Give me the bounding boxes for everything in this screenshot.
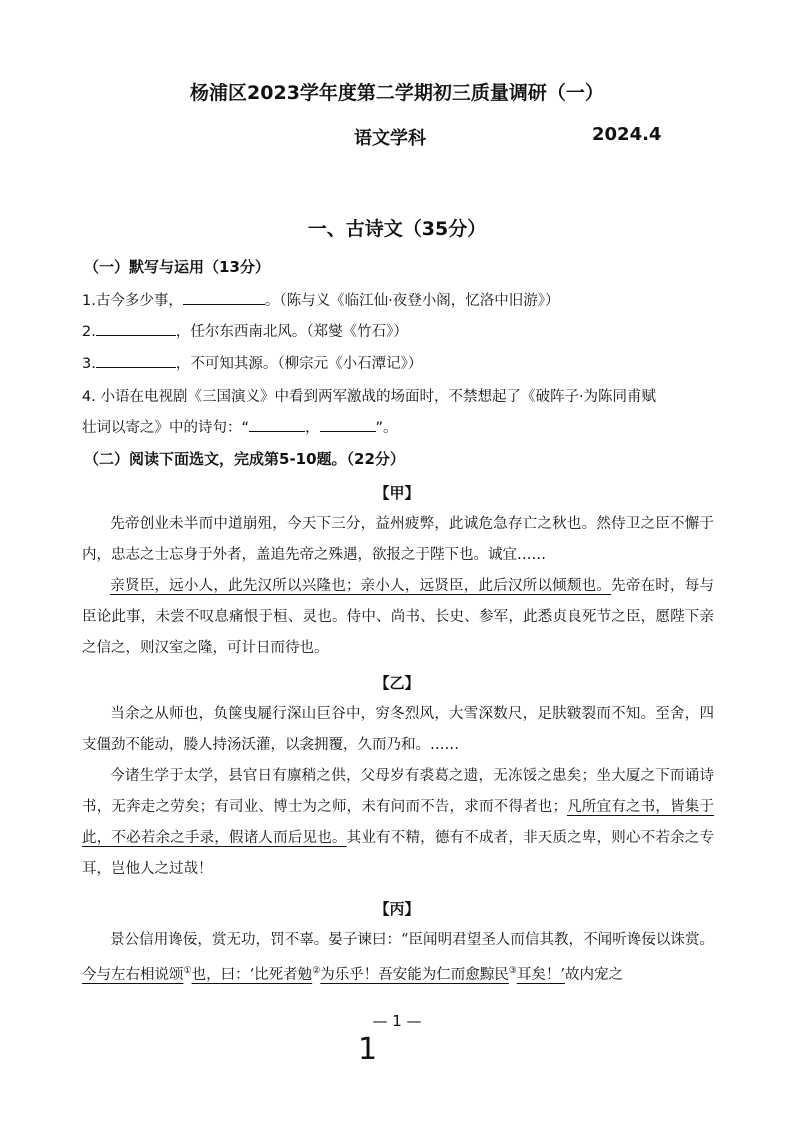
yi-p2-text-b: 其业有不精，德有不成者，非天质之卑，则心不若余之专耳，岂他人之过哉！	[82, 830, 715, 877]
jia-p1-text: 先帝创业未半而中道崩殂，今天下三分，益州疲弊，此诚危急存亡之秋也。然侍卫之臣不懈于内，忠志之士忘身于外者，盖追先帝之殊遇，欲报之于陛下也。诚宜……	[82, 516, 714, 563]
q2-blank[interactable]	[96, 321, 176, 336]
passage-yi-label: 【乙】	[374, 674, 420, 692]
q4-mid: ，	[305, 420, 320, 436]
q2-prefix: 2.	[82, 324, 96, 340]
passage-bing-label: 【丙】	[374, 900, 420, 918]
bing-underlined-2: 也，曰：‘比死者勉	[191, 966, 313, 983]
part2-heading: （二）阅读下面选文，完成第5-10题。（22分）	[84, 450, 405, 468]
footnote-mark-3: ③	[508, 966, 517, 976]
section-title: 一、古诗文（35分）	[307, 218, 487, 240]
passage-jia-paragraph-2	[82, 571, 714, 664]
question-4-line2	[82, 416, 398, 437]
bing-underlined-1: 今与左右相说颂	[82, 966, 184, 983]
question-1	[82, 289, 559, 310]
q3-prefix: 3.	[82, 356, 96, 372]
question-4-line1: 4. 小语在电视剧《三国演义》中看到两军激战的场面时，不禁想起了《破阵子·为陈同甫赋	[82, 389, 657, 405]
bing-p1-rest: 故内宠之	[564, 966, 623, 983]
q2-suffix: ，任尔东西南北风。（郑燮《竹石》）	[175, 324, 408, 340]
q4-blank-2[interactable]	[320, 417, 376, 432]
q3-blank[interactable]	[96, 353, 176, 368]
yi-underlined-sentence: 凡所宜有之书，皆集于此，不必若余之手录，假诸人而后见也。	[82, 799, 715, 846]
bing-underlined-4: 耳矣！’	[516, 966, 565, 983]
question-3	[82, 352, 422, 373]
footnote-mark-1: ①	[183, 966, 192, 976]
jia-p2-text: 先帝在时，每与臣论此事，未尝不叹息痛恨于桓、灵也。侍中、尚书、长史、参军，此悉贞良死节之臣，愿陛下亲之信之，则汉室之隆，可计日而待也。	[82, 578, 714, 656]
q4-blank-1[interactable]	[249, 417, 305, 432]
part1-heading: （一）默写与运用（13分）	[84, 258, 270, 276]
yi-p2-text-a: 今诸生学于太学，县官日有廪稍之供，父母岁有裘葛之遗，无冻馁之患矣；坐大厦之下而诵诗书，无奔走之劳矣；有司业、博士为之师，未有问而不告，求而不得者也；	[82, 768, 714, 815]
yi-p1-text: 当余之从师也，负箧曳屣行深山巨谷中，穷冬烈风，大雪深数尺，足肤皲裂而不知。至舍，四支僵劲不能动，媵人持汤沃灌，以衾拥覆，久而乃和。……	[82, 706, 714, 753]
exam-title: 杨浦区2023学年度第二学期初三质量调研（一）	[190, 82, 604, 104]
bing-p1-text: 景公信用谗佞，赏无功，罚不辜。晏子谏曰：“臣闻明君望圣人而信其教，不闻听谗佞以诛赏。	[110, 932, 714, 948]
passage-bing-paragraph-1	[82, 925, 714, 991]
bing-underlined-3: 为乐乎！吾安能为仁而愈黥民	[320, 966, 509, 983]
q1-suffix: 。（陈与义《临江仙·夜登小阁，忆洛中旧游》）	[264, 293, 560, 309]
footnote-mark-2: ②	[312, 966, 321, 976]
q1-prefix: 1.古今多少事，	[82, 293, 183, 309]
q3-suffix: ，不可知其源。（柳宗元《小石潭记》）	[175, 356, 423, 372]
q4-suffix: ”。	[375, 420, 398, 436]
subject-label: 语文学科	[354, 128, 426, 149]
passage-jia-paragraph-1	[82, 509, 714, 571]
q1-blank[interactable]	[183, 290, 265, 305]
jia-underlined-sentence: 亲贤臣，远小人，此先汉所以兴隆也；亲小人，远贤臣，此后汉所以倾颓也。	[110, 578, 612, 594]
passage-yi-paragraph-1	[82, 699, 714, 761]
q4-prefix: 壮词以寄之》中的诗句：“	[82, 420, 250, 436]
question-2	[82, 320, 408, 341]
page-number: — 1 —	[372, 1012, 422, 1030]
exam-date: 2024.4	[592, 124, 662, 145]
passage-jia-label: 【甲】	[374, 484, 420, 502]
page-mark: 1	[358, 1032, 378, 1067]
passage-yi-paragraph-2	[82, 761, 714, 885]
